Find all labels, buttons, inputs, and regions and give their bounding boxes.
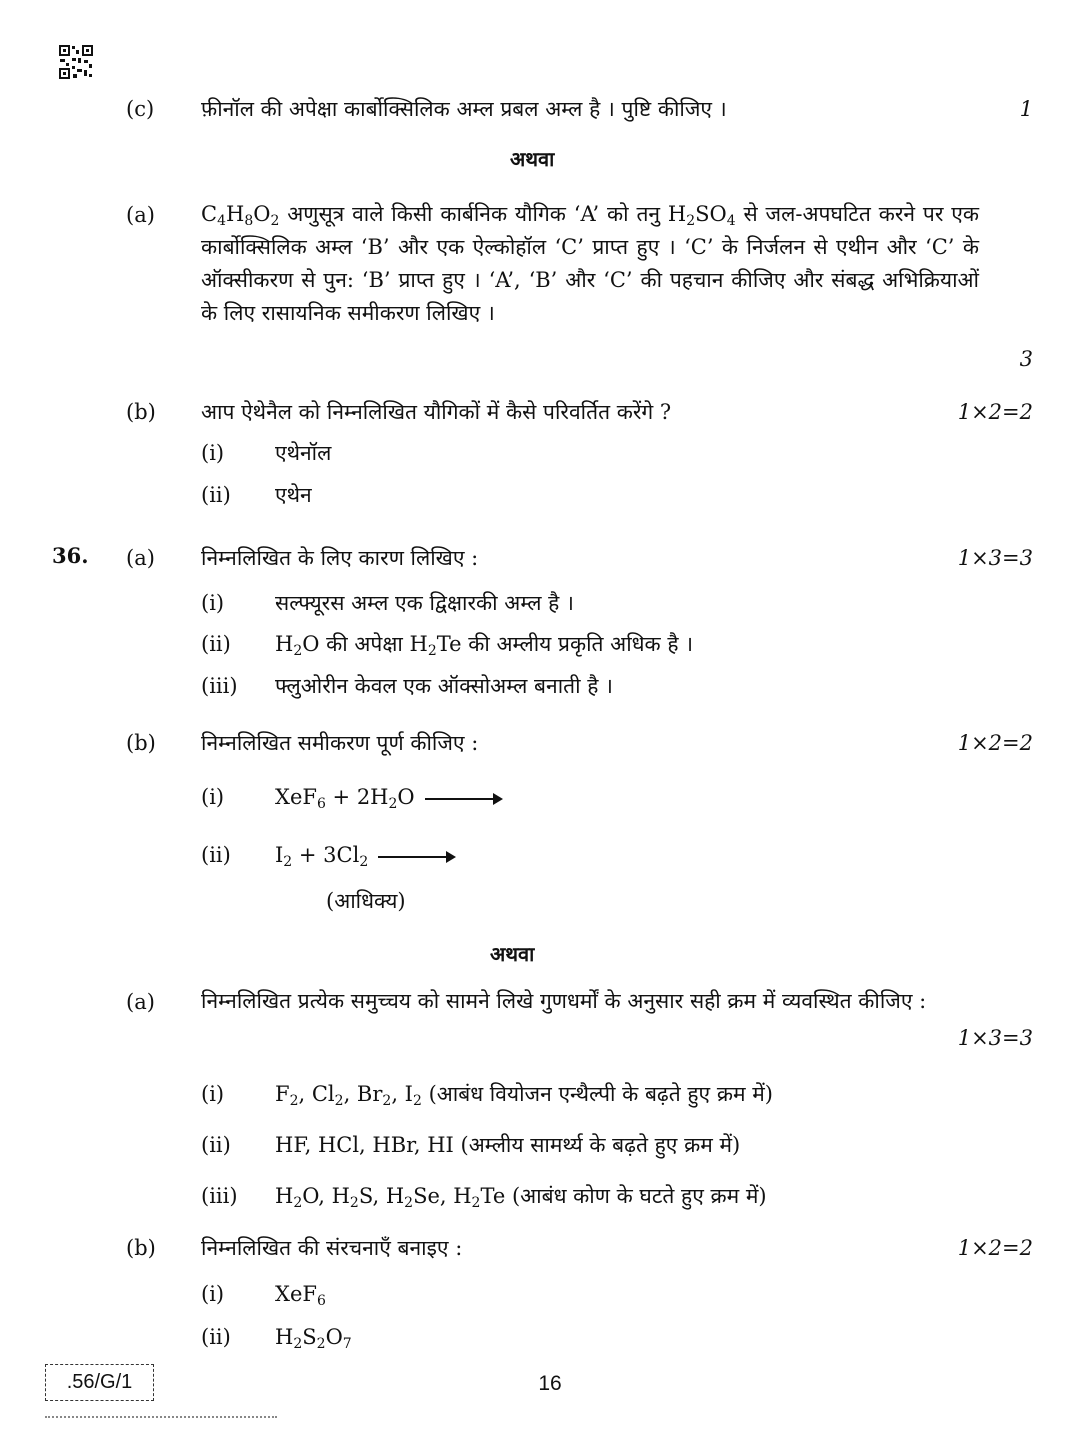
reaction-arrow-icon	[378, 856, 454, 858]
label-36b-alt: (b)	[126, 1236, 156, 1260]
question-36a-text: निम्नलिखित के लिए कारण लिखिए :	[201, 546, 479, 570]
or-heading-1: अथवा	[510, 147, 555, 171]
sub-item-text: एथेन	[275, 483, 312, 507]
sub-label: (i)	[201, 441, 225, 465]
sub-label: (ii)	[201, 1133, 231, 1157]
page-number: 16	[538, 1372, 562, 1395]
marks-36b-alt: 1×2=2	[957, 1236, 1033, 1260]
equation-text: $I_2 + 3Cl_2$	[275, 840, 454, 870]
equation-note: (आधिक्य)	[326, 889, 406, 913]
question-35c-text: फ़ीनॉल की अपेक्षा कार्बोक्सिलिक अम्ल प्रबल अम्ल है । पुष्टि कीजिए ।	[201, 97, 727, 121]
question-number-36: 36.	[52, 543, 89, 568]
divider	[45, 1416, 277, 1418]
question-36a-alt-text: निम्नलिखित प्रत्येक समुच्चय को सामने लिखे गुणधर्मों के अनुसार सही क्रम में व्यवस्थित कीजिए :	[201, 989, 927, 1013]
sub-item-text: एथेनॉल	[275, 441, 332, 465]
sub-item-text: फ्लुओरीन केवल एक ऑक्सोअम्ल बनाती है ।	[275, 674, 613, 698]
marks-36a-alt: 1×3=3	[957, 1026, 1033, 1050]
sub-label: (i)	[201, 1082, 225, 1106]
question-35a-alt-text: $C_4H_8O_2$ अणुसूत्र वाले किसी कार्बनिक यौगिक ‘A’ को तनु $H_2SO_4$ से जल-अपघटित करने पर एक कार्बोक्सिलिक अम्ल ‘B’ और एक ऐल्कोहॉल ‘C’ प्राप्त हुए । ‘C’ के निर्जलन से एथीन और ‘C’ के ऑक्सीकरण से पुन: ‘B’ प्राप्त हुए । ‘A’, ‘B’ और ‘C’ की पहचान कीजिए और संबद्ध अभिक्रियाओं के लिए रासायनिक समीकरण लिखिए ।	[201, 202, 979, 325]
label-c: (c)	[126, 97, 155, 121]
marks-35a-alt: 3	[1019, 347, 1033, 371]
marks-35c: 1	[1019, 97, 1033, 121]
or-heading-2: अथवा	[490, 942, 535, 966]
sub-item-text: सल्फ्यूरस अम्ल एक द्विक्षारकी अम्ल है ।	[275, 591, 574, 615]
marks-35b-alt: 1×2=2	[957, 400, 1033, 424]
sub-label: (i)	[201, 1282, 225, 1306]
sub-item-text: $F_2$, $Cl_2$, $Br_2$, $I_2$ (आबंध वियोजन एन्थैल्पी के बढ़ते हुए क्रम में)	[275, 1082, 773, 1109]
question-35b-alt-text: आप ऐथेनैल को निम्नलिखित यौगिकों में कैसे परिवर्तित करेंगे ?	[201, 400, 672, 424]
sub-item-text: $H_2O$, $H_2S$, $H_2Se$, $H_2Te$ (आबंध कोण के घटते हुए क्रम में)	[275, 1184, 767, 1211]
marks-36b: 1×2=2	[957, 731, 1033, 755]
sub-item-text: $H_2O$ की अपेक्षा $H_2Te$ की अम्लीय प्रकृति अधिक है ।	[275, 632, 694, 659]
question-36b-text: निम्नलिखित समीकरण पूर्ण कीजिए :	[201, 731, 479, 755]
sub-item-text: HF, HCl, HBr, HI (अम्लीय सामर्थ्य के बढ़ते हुए क्रम में)	[275, 1133, 741, 1157]
equation-text: $XeF_6 + 2H_2O$	[275, 782, 501, 812]
label-b-alt: (b)	[126, 400, 156, 424]
sub-label: (ii)	[201, 1325, 231, 1349]
label-36a-alt: (a)	[126, 990, 155, 1014]
sub-label: (ii)	[201, 483, 231, 507]
sub-label: (ii)	[201, 632, 231, 656]
sub-label: (i)	[201, 785, 225, 809]
label-36a: (a)	[126, 546, 155, 570]
sub-item-text: $H_2S_2O_7$	[275, 1325, 352, 1352]
paper-code: .56/G/1	[45, 1364, 154, 1401]
sub-label: (ii)	[201, 843, 231, 867]
sub-label: (iii)	[201, 1184, 238, 1208]
qr-code-icon	[58, 44, 94, 80]
reaction-arrow-icon	[425, 798, 501, 800]
label-a-alt: (a)	[126, 203, 155, 227]
question-36b-alt-text: निम्नलिखित की संरचनाएँ बनाइए :	[201, 1236, 463, 1260]
sub-item-text: XeF$_6$	[275, 1282, 326, 1309]
label-36b: (b)	[126, 731, 156, 755]
sub-label: (iii)	[201, 674, 238, 698]
sub-label: (i)	[201, 591, 225, 615]
marks-36a: 1×3=3	[957, 546, 1033, 570]
